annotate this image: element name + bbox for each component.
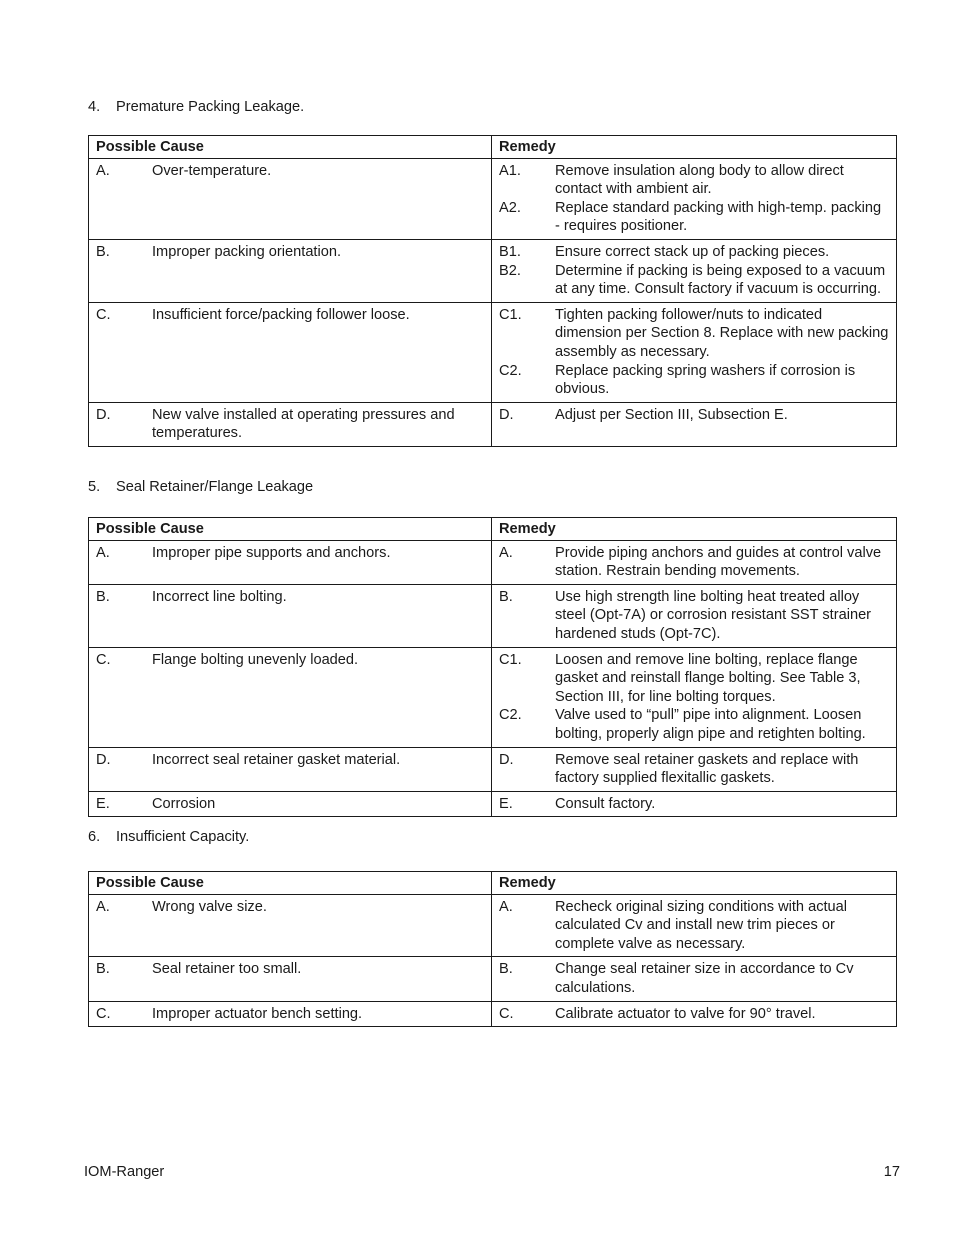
document-name: IOM-Ranger — [84, 1164, 165, 1180]
header-possible-cause: Possible Cause — [89, 518, 492, 541]
remedy-text: Change seal retainer size in accordance to Cv calculations. — [555, 961, 854, 996]
header-remedy: Remedy — [492, 518, 897, 541]
cause-cell — [89, 302, 492, 402]
remedy-entry — [499, 162, 890, 199]
remedy-text: Provide piping anchors and guides at control valve station. Restrain bending movements. — [555, 544, 882, 580]
header-remedy: Remedy — [492, 872, 897, 895]
remedy-entry — [499, 898, 890, 954]
remedy-entry — [499, 362, 890, 399]
cause-text: Incorrect seal retainer gasket material. — [152, 751, 401, 768]
remedy-entry — [499, 651, 890, 707]
cause-label: C. — [96, 1005, 111, 1022]
cause-label: A. — [96, 544, 110, 561]
remedy-entry — [499, 544, 890, 581]
remedy-cell — [492, 957, 897, 1001]
section-heading — [88, 98, 304, 117]
cause-text: Seal retainer too small. — [152, 961, 302, 978]
header-possible-cause: Possible Cause — [89, 872, 492, 895]
cause-entry — [96, 795, 485, 814]
remedy-entry — [499, 588, 890, 644]
table-row — [89, 647, 897, 747]
remedy-entry — [499, 262, 890, 299]
remedy-label: B. — [499, 961, 513, 978]
table-row — [89, 957, 897, 1001]
header-possible-cause: Possible Cause — [89, 136, 492, 159]
remedy-cell — [492, 302, 897, 402]
remedy-text: Calibrate actuator to valve for 90° travel. — [555, 1005, 816, 1022]
section-title: Seal Retainer/Flange Leakage — [116, 479, 314, 495]
remedy-label: A. — [499, 544, 513, 561]
remedy-cell — [492, 584, 897, 647]
cause-remedy-table — [88, 871, 897, 1027]
section-number: 6. — [88, 829, 101, 845]
remedy-entry — [499, 199, 890, 236]
remedy-cell — [492, 540, 897, 584]
remedy-text: Adjust per Section III, Subsection E. — [555, 406, 788, 423]
table-row — [89, 894, 897, 957]
remedy-label: C1. — [499, 306, 522, 323]
cause-cell — [89, 957, 492, 1001]
remedy-label: E. — [499, 795, 513, 812]
cause-label: A. — [96, 898, 110, 915]
cause-cell — [89, 239, 492, 302]
remedy-label: B. — [499, 588, 513, 605]
cause-entry — [96, 1005, 485, 1024]
remedy-text: Replace packing spring washers if corrosion is obvious. — [555, 362, 856, 398]
cause-label: B. — [96, 243, 110, 260]
cause-label: C. — [96, 306, 111, 323]
remedy-text: Tighten packing follower/nuts to indicated dimension per Section 8. Replace with new packing assembly as necessary. — [555, 306, 889, 360]
cause-text: Improper pipe supports and anchors. — [152, 544, 391, 561]
table-row — [89, 791, 897, 817]
table-row — [89, 747, 897, 791]
table-row — [89, 239, 897, 302]
remedy-entry — [499, 1005, 890, 1024]
cause-text: Flange bolting unevenly loaded. — [152, 651, 359, 668]
cause-cell — [89, 402, 492, 446]
table-row — [89, 540, 897, 584]
cause-text: New valve installed at operating pressures and temperatures. — [152, 406, 455, 442]
section-title: Insufficient Capacity. — [116, 829, 250, 845]
remedy-label: D. — [499, 406, 514, 423]
cause-entry — [96, 406, 485, 443]
cause-label: D. — [96, 751, 111, 768]
cause-label: B. — [96, 961, 110, 978]
remedy-text: Use high strength line bolting heat treated alloy steel (Opt-7A) or corrosion resistant SST strainer hardened studs (Opt-7C). — [555, 588, 872, 642]
remedy-entry — [499, 306, 890, 362]
cause-cell — [89, 158, 492, 239]
table-row — [89, 302, 897, 402]
cause-cell — [89, 584, 492, 647]
troubleshooting-table — [88, 871, 896, 1027]
remedy-label: C2. — [499, 362, 522, 379]
cause-entry — [96, 651, 485, 670]
cause-label: E. — [96, 795, 110, 812]
cause-text: Improper packing orientation. — [152, 243, 342, 260]
cause-cell — [89, 540, 492, 584]
remedy-label: D. — [499, 751, 514, 768]
cause-entry — [96, 588, 485, 607]
remedy-cell — [492, 239, 897, 302]
header-remedy: Remedy — [492, 136, 897, 159]
section-number: 5. — [88, 479, 101, 495]
remedy-text: Consult factory. — [555, 795, 656, 812]
remedy-cell — [492, 791, 897, 817]
remedy-entry — [499, 243, 890, 262]
table-row — [89, 1001, 897, 1027]
cause-remedy-table — [88, 517, 897, 817]
remedy-entry — [499, 795, 890, 814]
remedy-cell — [492, 894, 897, 957]
remedy-label: C. — [499, 1005, 514, 1022]
remedy-label: C1. — [499, 651, 522, 668]
remedy-text: Ensure correct stack up of packing pieces. — [555, 243, 830, 260]
remedy-label: B1. — [499, 243, 521, 260]
remedy-text: Remove seal retainer gaskets and replace with factory supplied flexitallic gaskets. — [555, 751, 859, 787]
cause-cell — [89, 791, 492, 817]
remedy-text: Remove insulation along body to allow direct contact with ambient air. — [555, 162, 844, 198]
table-header-row — [89, 136, 897, 159]
section-title: Premature Packing Leakage. — [116, 99, 305, 115]
remedy-text: Recheck original sizing conditions with actual calculated Cv and install new trim pieces or complete valve as necessary. — [555, 898, 848, 952]
cause-entry — [96, 960, 485, 979]
remedy-entry — [499, 960, 890, 997]
table-row — [89, 158, 897, 239]
remedy-text: Determine if packing is being exposed to a vacuum at any time. Consult factory if vacuum is occurring. — [555, 262, 886, 298]
section-heading — [88, 828, 249, 847]
table-row — [89, 402, 897, 446]
remedy-text: Loosen and remove line bolting, replace flange gasket and reinstall flange bolting. See Table 3, Section III, for line bolting torques. — [555, 651, 861, 705]
cause-remedy-table — [88, 135, 897, 447]
cause-label: D. — [96, 406, 111, 423]
table-header-row — [89, 518, 897, 541]
remedy-text: Replace standard packing with high-temp. packing - requires positioner. — [555, 199, 882, 235]
remedy-label: C2. — [499, 707, 522, 724]
remedy-text: Valve used to “pull” pipe into alignment. Loosen bolting, properly align pipe and retighten bolting. — [555, 707, 866, 742]
table-header-row — [89, 872, 897, 895]
cause-cell — [89, 894, 492, 957]
cause-text: Incorrect line bolting. — [152, 588, 287, 605]
cause-cell — [89, 647, 492, 747]
cause-text: Wrong valve size. — [152, 898, 267, 915]
remedy-entry — [499, 706, 890, 743]
cause-entry — [96, 751, 485, 770]
cause-label: B. — [96, 588, 110, 605]
cause-entry — [96, 306, 485, 325]
troubleshooting-table — [88, 517, 896, 817]
remedy-cell — [492, 1001, 897, 1027]
cause-text: Over-temperature. — [152, 162, 272, 179]
cause-text: Corrosion — [152, 795, 216, 812]
cause-cell — [89, 747, 492, 791]
remedy-label: A1. — [499, 162, 521, 179]
cause-text: Insufficient force/packing follower loose. — [152, 306, 410, 323]
cause-entry — [96, 544, 485, 563]
troubleshooting-table — [88, 135, 896, 447]
remedy-label: A. — [499, 898, 513, 915]
cause-entry — [96, 162, 485, 181]
remedy-label: B2. — [499, 262, 521, 279]
cause-label: A. — [96, 162, 110, 179]
remedy-cell — [492, 647, 897, 747]
remedy-entry — [499, 406, 890, 425]
section-heading — [88, 478, 313, 497]
cause-text: Improper actuator bench setting. — [152, 1005, 363, 1022]
cause-entry — [96, 243, 485, 262]
remedy-cell — [492, 747, 897, 791]
table-row — [89, 584, 897, 647]
remedy-entry — [499, 751, 890, 788]
cause-entry — [96, 898, 485, 917]
remedy-cell — [492, 158, 897, 239]
cause-label: C. — [96, 651, 111, 668]
remedy-cell — [492, 402, 897, 446]
remedy-label: A2. — [499, 199, 521, 216]
page-number: 17 — [883, 1164, 900, 1180]
cause-cell — [89, 1001, 492, 1027]
section-number: 4. — [88, 99, 101, 115]
